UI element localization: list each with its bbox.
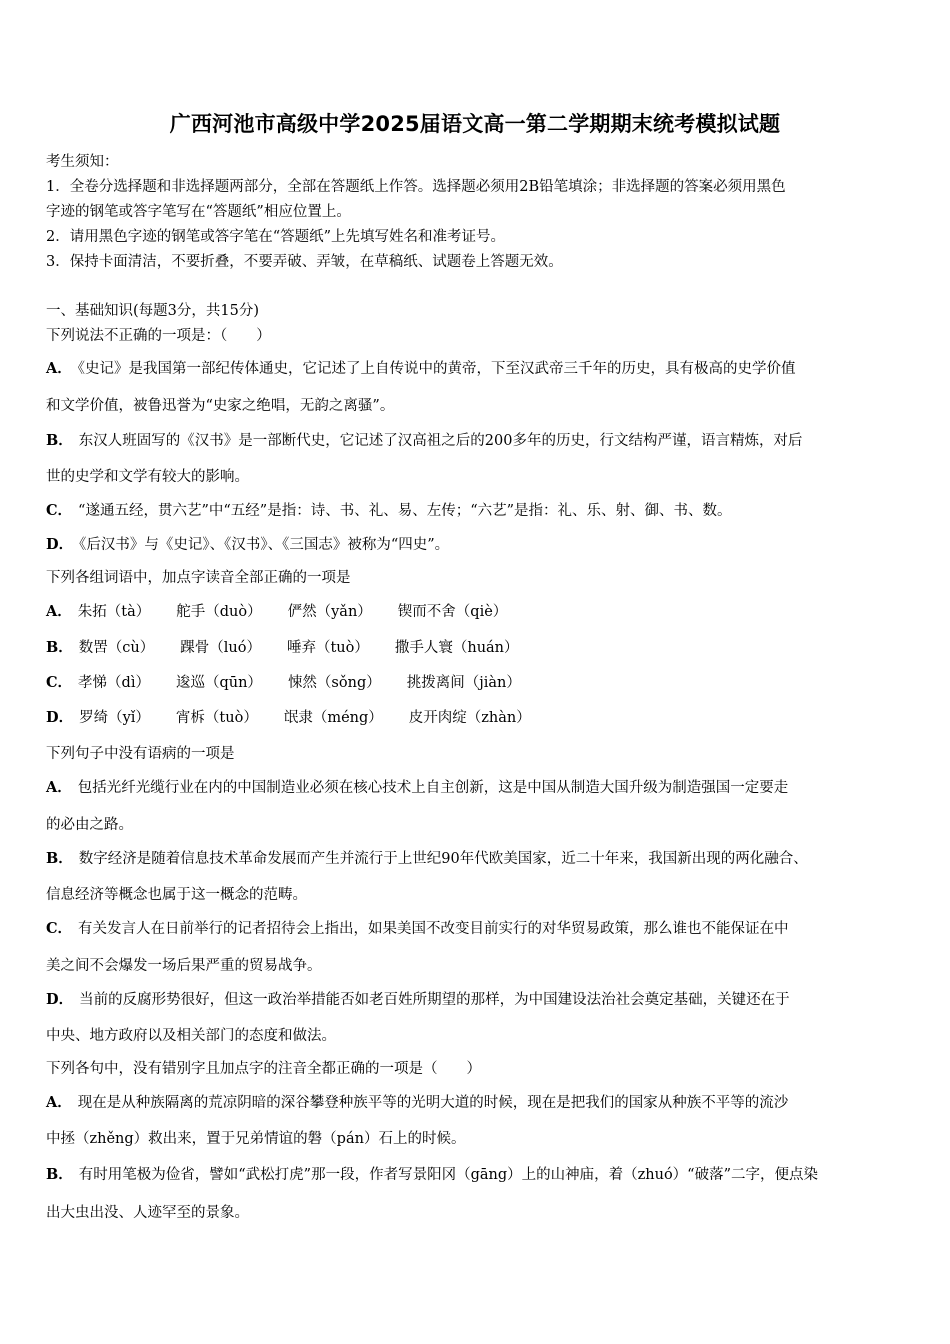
option-label: D． [46,709,74,726]
q2-option-d [46,708,531,728]
option-label: A． [46,360,72,377]
q1-option-c [46,501,732,521]
option-label: A． [46,779,72,796]
section-heading: 一、基础知识(每题3分，共15分) [46,303,259,319]
option-text: 现在是从种族隔离的荒凉阴暗的深谷攀登种族平等的光明大道的时候，现在是把我们的国家从种族不平等的流沙 [77,1095,789,1111]
q2-option-a [46,602,507,622]
word: 撒手人寰（huán） [394,640,519,656]
word: 孝悌（dì） [78,675,150,691]
notice-line-3: 2．请用黑色字迹的钢笔或答字笔在“答题纸”上先填写姓名和准考证号。 [46,229,506,245]
word: 俨然（yǎn） [287,604,372,620]
word: 罗绮（yǐ） [79,710,150,726]
option-text: 数字经济是随着信息技术革命发展而产生并流行于上世纪90年代欧美国家，近二十年来，我国新出现的两化融合、 [78,851,808,867]
option-text: 《后汉书》与《史记》、《汉书》、《三国志》被称为“四史”。 [79,537,450,553]
option-label: C． [46,920,73,937]
option-text: 当前的反腐形势很好，但这一政治举措能否如老百姓所期望的那样，为中国建设法治社会奠定基础，关键还在于 [79,992,790,1008]
q3-option-d [46,990,790,1010]
option-text: 有关发言人在日前举行的记者招待会上指出，如果美国不改变目前实行的对华贸易政策，那么谁也不能保证在中 [78,921,789,937]
q4-option-a [46,1093,788,1113]
option-text: 有时用笔极为俭省，譬如“武松打虎”那一段，作者写景阳冈（gāng）上的山神庙，着（zhuó）“破落”二字，便点染 [78,1167,819,1183]
option-label: A． [46,603,72,620]
exam-title: 广西河池市高级中学2025届语文高一第二学期期末统考模拟试题 [169,112,781,136]
q3-option-c-cont: 美之间不会爆发一场后果严重的贸易战争。 [46,958,322,974]
option-text: “遂通五经，贯六艺”中“五经”是指：诗、书、礼、易、左传；“六艺”是指：礼、乐、射、御、书、数。 [78,503,732,519]
notice-line-2: 字迹的钢笔或答字笔写在“答题纸”相应位置上。 [46,204,351,220]
word: 逡巡（qūn） [175,675,262,691]
q1-option-a-cont: 和文学价值，被鲁迅誉为“史家之绝唱，无韵之离骚”。 [46,398,395,414]
word: 宵柝（tuò） [175,710,258,726]
option-label: C． [46,674,73,691]
q3-stem: 下列句子中没有语病的一项是 [46,746,235,762]
q4-option-a-cont: 中拯（zhěng）救出来，置于兄弟情谊的磐（pán）石上的时候。 [46,1131,466,1147]
option-text: 东汉人班固写的《汉书》是一部断代史，它记述了汉高祖之后的200多年的历史，行文结构严谨，语言精炼，对后 [78,433,803,449]
word: 踝骨（luó） [180,640,261,656]
option-label: A． [46,1094,72,1111]
word: 锲而不舍（qiè） [397,604,508,620]
q1-option-b [46,431,802,451]
q2-stem: 下列各组词语中，加点字读音全部正确的一项是 [46,570,351,586]
q4-option-b-cont: 出大虫出没、人迹罕至的景象。 [46,1205,249,1221]
word: 舵手（duò） [176,604,262,620]
q3-option-b [46,849,808,869]
q3-option-a-cont: 的必由之路。 [46,817,133,833]
q4-option-b [46,1165,818,1185]
option-label: D． [46,991,74,1008]
word: 悚然（sǒng） [287,675,381,691]
option-label: D． [46,536,74,553]
q4-stem: 下列各句中，没有错别字且加点字的注音全都正确的一项是（ ） [46,1061,481,1077]
q3-option-c [46,919,789,939]
word: 唾弃（tuò） [286,640,369,656]
q3-option-d-cont: 中央、地方政府以及相关部门的态度和做法。 [46,1028,336,1044]
q3-option-a [46,778,788,798]
option-label: B． [46,432,73,449]
q2-option-b [46,638,519,658]
word: 氓隶（méng） [283,710,383,726]
option-label: B． [46,1166,73,1183]
option-label: B． [46,850,73,867]
q2-option-c [46,673,521,693]
option-label: C． [46,502,73,519]
word: 朱拓（tà） [77,604,151,620]
option-label: B． [46,639,73,656]
word: 数罟（cù） [78,640,155,656]
q3-option-b-cont: 信息经济等概念也属于这一概念的范畴。 [46,887,307,903]
word: 皮开肉绽（zhàn） [408,710,531,726]
q1-stem: 下列说法不正确的一项是：（ ） [46,328,271,344]
option-text: 《史记》是我国第一部纪传体通史，它记述了上自传说中的黄帝，下至汉武帝三千年的历史，具有极高的史学价值 [77,361,796,377]
q1-option-d [46,535,449,555]
q1-option-a [46,359,796,379]
notice-line-4: 3．保持卡面清洁，不要折叠，不要弄破、弄皱，在草稿纸、试题卷上答题无效。 [46,254,563,270]
notice-line-1: 1．全卷分选择题和非选择题两部分，全部在答题纸上作答。选择题必须用2B铅笔填涂；非选择题的答案必须用黑色 [46,179,786,195]
notice-heading: 考生须知： [46,154,119,170]
word: 挑拨离间（jiàn） [406,675,521,691]
option-text: 包括光纤光缆行业在内的中国制造业必须在核心技术上自主创新，这是中国从制造大国升级为制造强国一定要走 [77,780,789,796]
q1-option-b-cont: 世的史学和文学有较大的影响。 [46,469,249,485]
